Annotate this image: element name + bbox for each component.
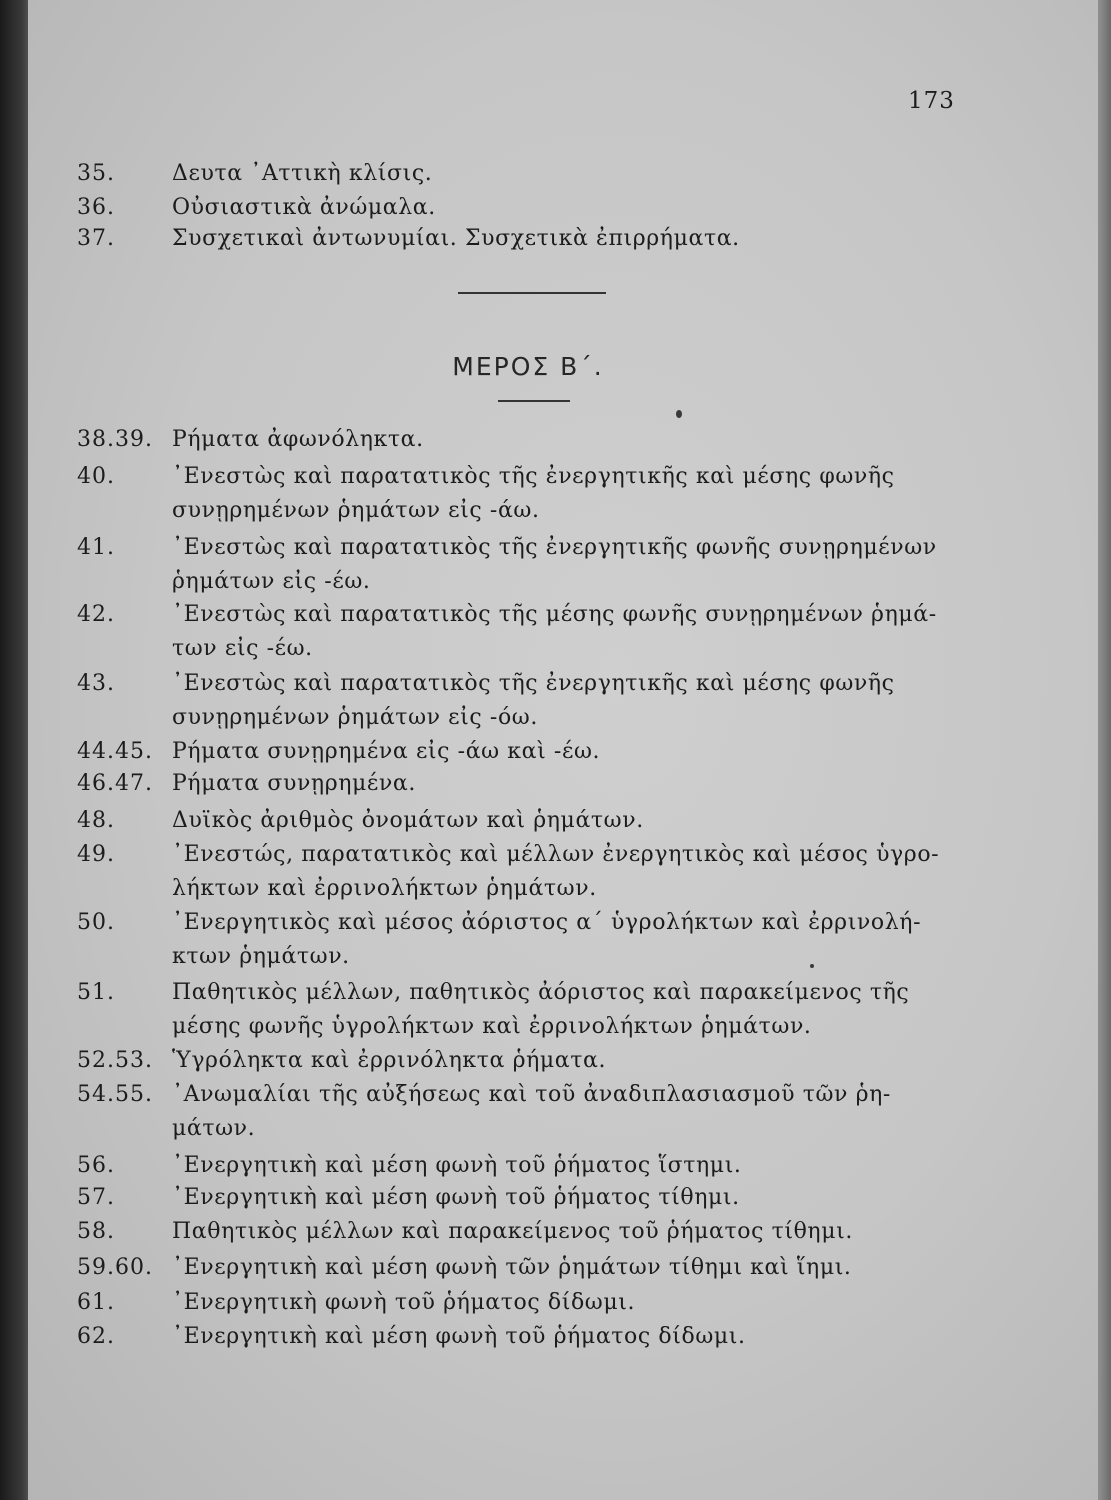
entry-number: 43. bbox=[77, 671, 115, 696]
entry-number: 54.55. bbox=[77, 1082, 153, 1107]
entry-number: 50. bbox=[77, 910, 115, 935]
entry-number: 35. bbox=[77, 161, 115, 186]
entry-number: 61. bbox=[77, 1290, 115, 1315]
entry-title: ᾿Ενεστὼς καὶ παρατατικὸς τῆς ἐνεργητικῆς καὶ μέσης φωνῆς bbox=[172, 464, 895, 489]
entry-number: 42. bbox=[77, 602, 115, 627]
entry-number: 57. bbox=[77, 1185, 115, 1210]
entry-title: ᾿Ενεργητικὴ καὶ μέση φωνὴ τοῦ ῥήματος δίδωμι. bbox=[172, 1324, 746, 1349]
entry-title: ᾿Ενεργητικὴ καὶ μέση φωνὴ τῶν ῥημάτων τίθημι καὶ ἵημι. bbox=[172, 1255, 852, 1280]
entry-number: 46.47. bbox=[77, 771, 153, 796]
entry-number: 58. bbox=[77, 1219, 115, 1244]
heading-underline bbox=[498, 400, 570, 402]
entry-title: ᾿Ενεστὼς καὶ παρατατικὸς τῆς μέσης φωνῆς συνῃρημένων ῥημά- bbox=[172, 602, 937, 627]
entry-title-continued: κτων ῥημάτων. bbox=[172, 944, 350, 969]
entry-title: Οὐσιαστικὰ ἀνώμαλα. bbox=[172, 195, 436, 220]
entry-title: Ρήματα ἀφωνόληκτα. bbox=[172, 427, 424, 452]
entry-number: 59.60. bbox=[77, 1255, 153, 1280]
entry-title: ᾿Ενεστώς, παρατατικὸς καὶ μέλλων ἐνεργητικὸς καὶ μέσος ὑγρο- bbox=[172, 842, 940, 867]
entry-title: ᾿Ανωμαλίαι τῆς αὐξήσεως καὶ τοῦ ἀναδιπλασιασμοῦ τῶν ῥη- bbox=[172, 1082, 891, 1107]
entry-title-continued: των εἰς -έω. bbox=[172, 636, 313, 661]
entry-title: Παθητικὸς μέλλων καὶ παρακείμενος τοῦ ῥήματος τίθημι. bbox=[172, 1219, 853, 1244]
entry-title: Ρήματα συνῃρημένα. bbox=[172, 771, 416, 796]
entry-number: 38.39. bbox=[77, 427, 153, 452]
ink-speck bbox=[810, 964, 814, 968]
entry-title: Παθητικὸς μέλλων, παθητικὸς ἀόριστος καὶ παρακείμενος τῆς bbox=[172, 980, 910, 1005]
entry-title: ᾿Ενεργητικὴ καὶ μέση φωνὴ τοῦ ῥήματος τίθημι. bbox=[172, 1185, 740, 1210]
entry-title-continued: ῥημάτων εἰς -έω. bbox=[172, 569, 371, 594]
entry-title: Δυϊκὸς ἀριθμὸς ὀνομάτων καὶ ῥημάτων. bbox=[172, 808, 644, 833]
entry-title: ᾿Ενεστὼς καὶ παρατατικὸς τῆς ἐνεργητικῆς φωνῆς συνῃρημένων bbox=[172, 535, 937, 560]
entry-number: 51. bbox=[77, 980, 115, 1005]
entry-number: 48. bbox=[77, 808, 115, 833]
entry-number: 40. bbox=[77, 464, 115, 489]
part-heading: ΜΕΡΟΣ Β΄. bbox=[452, 352, 604, 381]
entry-title-continued: συνῃρημένων ῥημάτων εἰς -άω. bbox=[172, 498, 540, 523]
entry-title: ᾿Ενεστὼς καὶ παρατατικὸς τῆς ἐνεργητικῆς καὶ μέσης φωνῆς bbox=[172, 671, 895, 696]
entry-number: 41. bbox=[77, 535, 115, 560]
entry-title: Δευτα ᾿Αττικὴ κλίσις. bbox=[172, 161, 433, 186]
page-number: 173 bbox=[908, 88, 955, 114]
book-page bbox=[28, 0, 1098, 1500]
entry-number: 52.53. bbox=[77, 1048, 153, 1073]
entry-number: 62. bbox=[77, 1324, 115, 1349]
entry-title-continued: λήκτων καὶ ἐρρινολήκτων ῥημάτων. bbox=[172, 876, 597, 901]
entry-title-continued: συνῃρημένων ῥημάτων εἰς -όω. bbox=[172, 705, 538, 730]
entry-title: Ρήματα συνῃρημένα εἰς -άω καὶ -έω. bbox=[172, 739, 601, 764]
entry-number: 49. bbox=[77, 842, 115, 867]
section-divider bbox=[458, 292, 606, 294]
entry-title-continued: μάτων. bbox=[172, 1116, 256, 1141]
entry-title: ᾿Ενεργητικὴ φωνὴ τοῦ ῥήματος δίδωμι. bbox=[172, 1290, 636, 1315]
entry-number: 44.45. bbox=[77, 739, 153, 764]
entry-number: 56. bbox=[77, 1153, 115, 1178]
entry-title: Συσχετικαὶ ἀντωνυμίαι. Συσχετικὰ ἐπιρρήματα. bbox=[172, 226, 740, 251]
entry-number: 36. bbox=[77, 195, 115, 220]
entry-title: ᾿Ενεργητικὸς καὶ μέσος ἀόριστος α΄ ὑγρολήκτων καὶ ἐρρινολή- bbox=[172, 910, 922, 935]
entry-title: ᾿Ενεργητικὴ καὶ μέση φωνὴ τοῦ ῥήματος ἵστημι. bbox=[172, 1153, 742, 1178]
entry-title: Ὑγρόληκτα καὶ ἐρρινόληκτα ῥήματα. bbox=[172, 1048, 607, 1073]
entry-number: 37. bbox=[77, 226, 115, 251]
entry-title-continued: μέσης φωνῆς ὑγρολήκτων καὶ ἐρρινολήκτων ῥημάτων. bbox=[172, 1014, 812, 1039]
ink-speck bbox=[676, 410, 682, 418]
